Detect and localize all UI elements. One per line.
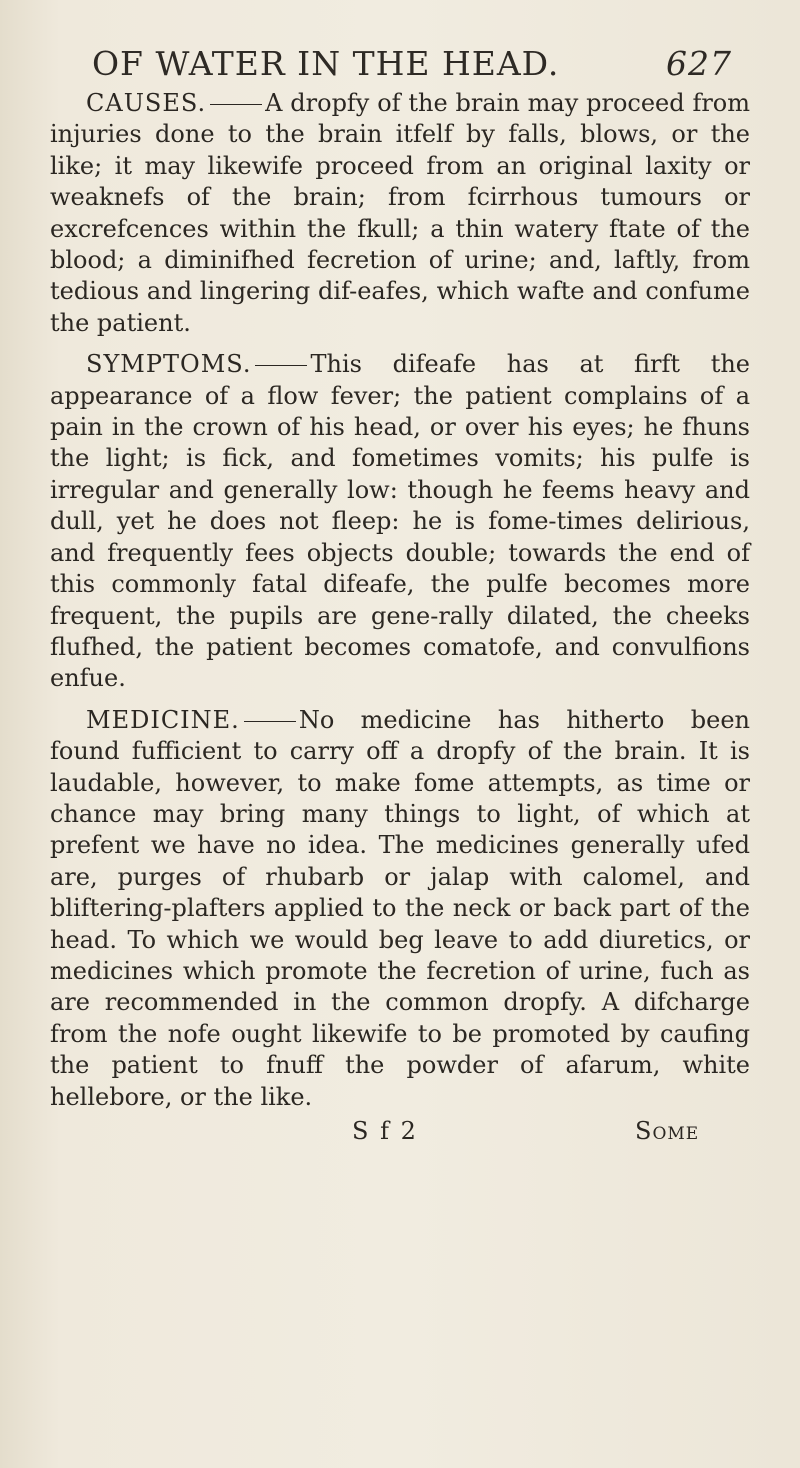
page-number: 627 xyxy=(666,44,732,83)
em-dash-rule xyxy=(210,104,262,105)
section-heading-medicine: MEDICINE. xyxy=(86,705,240,734)
paragraph-symptoms xyxy=(50,349,750,694)
section-heading-symptoms: SYMPTOMS. xyxy=(86,350,252,379)
paragraph-symptoms-text: This difeafe has at firft the appearance of a flow fever; the patient complains of a pain in the crown of his head, or over his eyes; he fhuns the light; is fick, and fometimes vomits; his pulfe is irregular and generally low: though he feems heavy and dull, yet he does not fleep: he is fome-times delirious, and frequently fees objects double; towards the end of this commonly fatal difeafe, the pulfe becomes more frequent, the pupils are gene-rally dilated, the cheeks flufhed, the patient becomes comatofe, and convulfions enfue. xyxy=(50,350,750,693)
em-dash-rule xyxy=(255,365,307,366)
em-dash-rule xyxy=(244,721,296,722)
running-head xyxy=(92,44,732,83)
paragraph-medicine xyxy=(50,705,750,1113)
catchword: Some xyxy=(635,1117,700,1145)
body-text xyxy=(50,88,750,1123)
signature-mark: S f 2 xyxy=(352,1117,418,1145)
paragraph-causes xyxy=(50,88,750,339)
paragraph-causes-text: A dropfy of the brain may proceed from injuries done to the brain itfelf by falls, blows, or the like; it may likewife proceed from an original laxity or weaknefs of the brain; from fcirrhous tumours or excrefcences within the fkull; a thin watery ftate of the blood; a diminifhed fecretion of urine; and, laftly, from tedious and lingering dif-eafes, which wafte and confume the patient. xyxy=(50,89,750,337)
running-head-title: OF WATER IN THE HEAD. xyxy=(92,44,560,83)
paragraph-medicine-text: No medicine has hitherto been found fufficient to carry off a dropfy of the brain. It is laudable, however, to make fome attempts, as time or chance may bring many things to light, of which at prefent we have no idea. The medicines generally ufed are, purges of rhubarb or jalap with calomel, and bliftering-plafters applied to the neck or back part of the head. To which we would beg leave to add diuretics, or medicines which promote the fecretion of urine, fuch as are recommended in the common dropfy. A difcharge from the nofe ought likewife to be promoted by caufing the patient to fnuff the powder of afarum, white hellebore, or the like. xyxy=(50,705,750,1111)
section-heading-causes: CAUSES. xyxy=(86,89,207,117)
